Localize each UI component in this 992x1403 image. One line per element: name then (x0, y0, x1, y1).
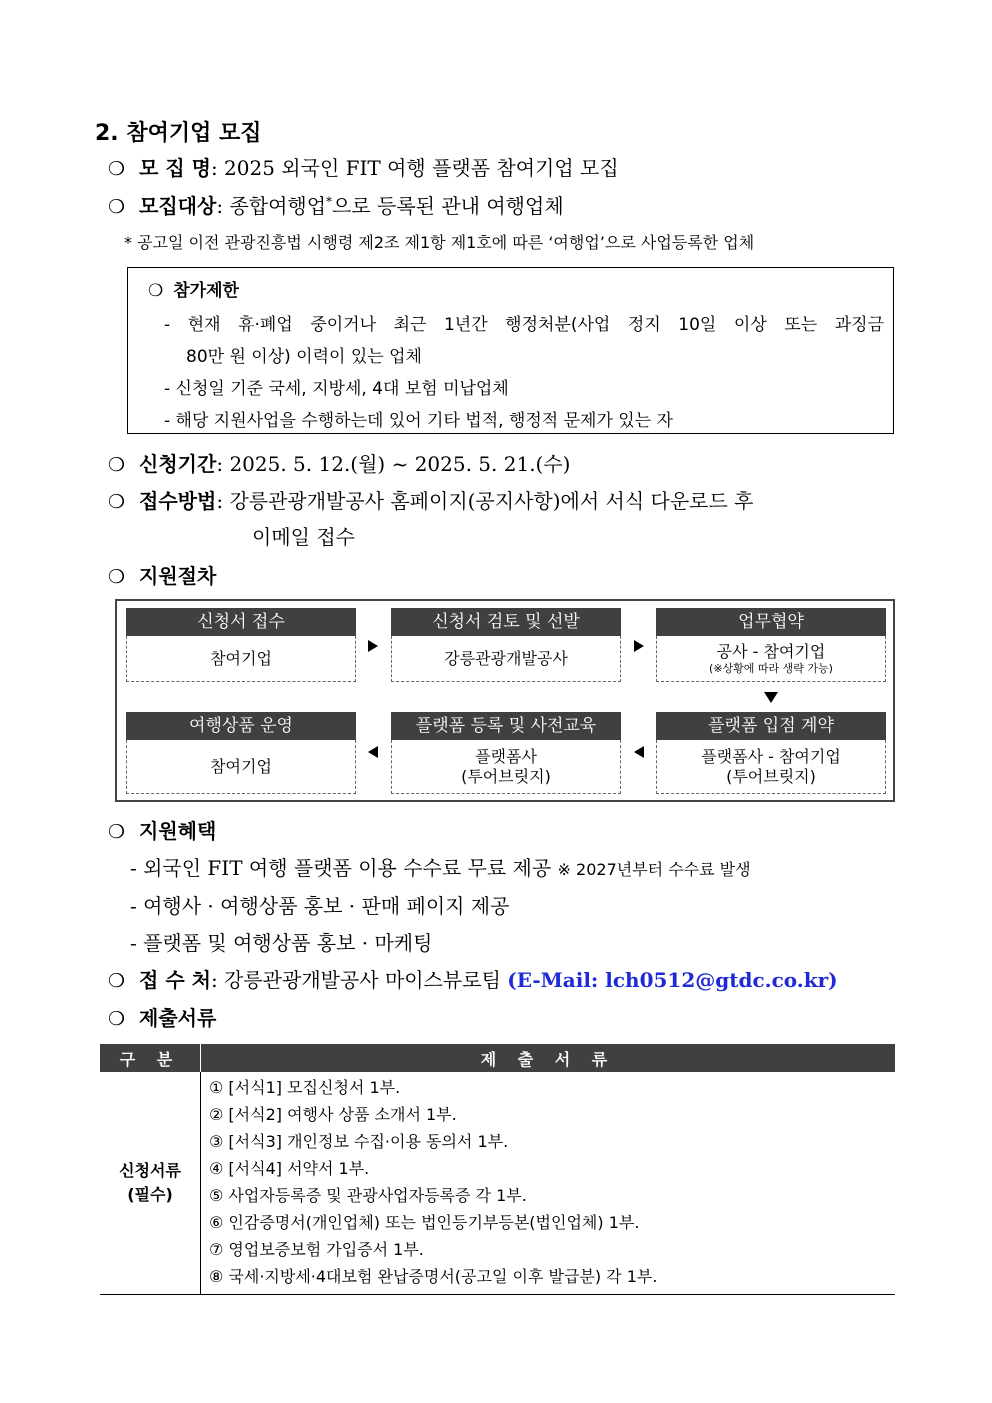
arrow-left-icon (634, 746, 644, 758)
benefits-label: 지원혜택 (139, 819, 217, 843)
document-item: ⑥ 인감증명서(개인업체) 또는 법인등기부등본(법인업체) 1부. (209, 1213, 640, 1232)
document-item: ⑦ 영업보증보험 가입증서 1부. (209, 1240, 424, 1259)
restriction-item: 80만 원 이상) 이력이 있는 업체 (186, 347, 422, 367)
step-registration (391, 712, 621, 794)
step-title: 신청서 검토 및 선발 (391, 608, 621, 636)
step-title: 플랫폼 등록 및 사전교육 (391, 712, 621, 740)
document-item: ⑤ 사업자등록증 및 관광사업자등록증 각 1부. (209, 1186, 527, 1205)
section-title: 2. 참여기업 모집 (95, 121, 262, 146)
benefits-row (108, 815, 216, 844)
step-title: 신청서 접수 (126, 608, 356, 636)
arrow-left-icon (368, 746, 378, 758)
recruit-name-row: ❍ 모 집 명: 2025 외국인 FIT 여행 플랫폼 참여기업 모집 (108, 156, 619, 180)
document-item: ④ [서식4] 서약서 1부. (209, 1159, 370, 1178)
circle-bullet-icon: ❍ (108, 158, 126, 180)
documents-table (100, 1044, 895, 1295)
circle-bullet-icon: ❍ (108, 970, 126, 992)
step-agreement (656, 608, 886, 682)
restriction-box (127, 267, 894, 434)
category-cell: 신청서류 (필수) (100, 1072, 201, 1295)
procedure-flowchart (115, 599, 895, 802)
contact-row: ❍ 접 수 처: 강릉관광개발공사 마이스뷰로팀 (E-Mail: lch0512@gtdc.co.kr) (108, 968, 838, 992)
circle-bullet-icon: ❍ (108, 454, 126, 476)
documents-row (108, 1002, 216, 1031)
table-header-row (100, 1044, 895, 1072)
contact-email[interactable]: (E-Mail: lch0512@gtdc.co.kr) (507, 968, 838, 992)
period-label: 신청기간 (139, 452, 217, 476)
table-row (100, 1072, 895, 1295)
target-row: ❍ 모집대상: 종합여행업*으로 등록된 관내 여행업체 (108, 194, 564, 218)
step-body-2: (투어브릿지) (726, 766, 816, 786)
document-item: ⑧ 국세·지방세·4대보험 완납증명서(공고일 이후 발급분) 각 1부. (209, 1267, 658, 1286)
restriction-item: - 현재 휴·폐업 중이거나 최근 1년간 행정처분(사업 정지 10일 이상 또는 과징금 (164, 315, 884, 335)
step-body: 공사 - 참여기업 (716, 641, 826, 661)
restriction-item: - 신청일 기준 국세, 지방세, 4대 보험 미납업체 (164, 379, 509, 399)
document-item: ③ [서식3] 개인정보 수집·이용 동의서 1부. (209, 1132, 509, 1151)
documents-cell (201, 1072, 896, 1295)
target-label: 모집대상 (139, 194, 217, 218)
step-body: 강릉관광개발공사 (444, 648, 568, 668)
method-label: 접수방법 (139, 489, 217, 513)
step-title: 플랫폼 입점 계약 (656, 712, 886, 740)
arrow-right-icon (634, 640, 644, 652)
circle-bullet-icon: ❍ (108, 491, 126, 513)
method-value-line2: 이메일 접수 (252, 525, 355, 549)
circle-bullet-icon: ❍ (148, 281, 164, 301)
step-application (126, 608, 356, 682)
contact-value: 강릉관광개발공사 마이스뷰로팀 (224, 968, 501, 992)
circle-bullet-icon: ❍ (108, 821, 126, 843)
circle-bullet-icon: ❍ (108, 196, 126, 218)
period-value: 2025. 5. 12.(월) ~ 2025. 5. 21.(수) (229, 452, 571, 476)
method-row: ❍ 접수방법: 강릉관광개발공사 홈페이지(공지사항)에서 서식 다운로드 후 (108, 489, 754, 513)
header-category: 구 분 (100, 1044, 201, 1072)
method-value: 강릉관광개발공사 홈페이지(공지사항)에서 서식 다운로드 후 (229, 489, 754, 513)
procedure-label: 지원절차 (139, 564, 217, 588)
arrow-down-icon (764, 692, 778, 703)
document-item: ② [서식2] 여행사 상품 소개서 1부. (209, 1105, 457, 1124)
step-review (391, 608, 621, 682)
benefit-item: - 여행사 · 여행상품 홍보 · 판매 페이지 제공 (130, 894, 510, 918)
benefit-item: - 외국인 FIT 여행 플랫폼 이용 수수료 무료 제공 ※ 2027년부터 수수료 발생 (130, 856, 751, 880)
step-body: 플랫폼사 (475, 746, 537, 766)
recruit-name-label: 모 집 명 (139, 156, 211, 180)
documents-label: 제출서류 (139, 1006, 217, 1030)
restriction-item: - 해당 지원사업을 수행하는데 있어 기타 법적, 행정적 문제가 있는 자 (164, 411, 673, 431)
target-value-post: 으로 등록된 관내 여행업체 (332, 194, 564, 218)
asterisk-sup: * (326, 194, 333, 209)
target-note: * 공고일 이전 관광진흥법 시행령 제2조 제1항 제1호에 따른 ‘여행업’으로 사업등록한 업체 (124, 233, 755, 252)
step-contract (656, 712, 886, 794)
benefit-item: - 플랫폼 및 여행상품 홍보 · 마케팅 (130, 931, 433, 955)
step-title: 여행상품 운영 (126, 712, 356, 740)
step-operation (126, 712, 356, 794)
arrow-right-icon (368, 640, 378, 652)
restriction-title: ❍ 참가제한 (148, 281, 239, 301)
period-row: ❍ 신청기간: 2025. 5. 12.(월) ~ 2025. 5. 21.(수) (108, 452, 571, 476)
document-item: ① [서식1] 모집신청서 1부. (209, 1078, 401, 1097)
step-body-2: (투어브릿지) (461, 766, 551, 786)
target-value: 종합여행업 (229, 194, 327, 218)
step-body: 참여기업 (210, 648, 272, 668)
circle-bullet-icon: ❍ (108, 1008, 126, 1030)
step-body: 플랫폼사 - 참여기업 (701, 746, 841, 766)
header-documents: 제 출 서 류 (201, 1044, 896, 1072)
benefit-note: ※ 2027년부터 수수료 발생 (557, 860, 751, 879)
step-note: (※상황에 따라 생략 가능) (709, 661, 833, 675)
procedure-row (108, 560, 216, 589)
contact-label: 접 수 처 (139, 968, 211, 992)
step-body: 참여기업 (210, 756, 272, 776)
step-title: 업무협약 (656, 608, 886, 636)
circle-bullet-icon: ❍ (108, 566, 126, 588)
recruit-name-value: 2025 외국인 FIT 여행 플랫폼 참여기업 모집 (224, 156, 619, 180)
